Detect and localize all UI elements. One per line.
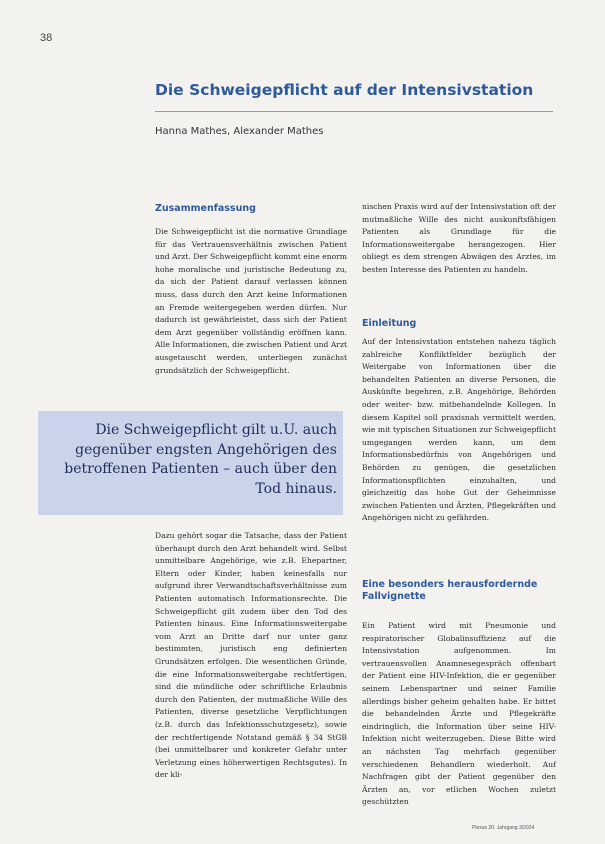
einleitung-paragraph: Auf der Intensivstation entstehen nahezu täglich zahlreiche Konfliktfelder bezüglich der Weitergabe von Informationen über die behandelten Patienten an diverse Personen, die Auskünfte begehren, z.B. Angehörige, Behörden oder weiter- bzw. mitbehandelnde Kollegen. In diesem Kapitel soll praxisnah vermittelt werden, wie mit typischen Situationen zur Schweigepflicht umgegangen werden kann, um dem Informationsbedürfnis von Angehörigen und Behörden zu genügen, die gesetzlichen Informationspflichten einzuhalten, und gleichzeitig das hohe Gut der Geheimnisse zwischen Patienten und Ärzten, Pflegekräften und Angehörigen nicht zu gefährden.: [362, 337, 556, 523]
right-column-top: [362, 201, 556, 277]
pull-quote: Die Schweigepflicht gilt u.U. auch gegenüber engsten Angehörigen des betroffenen Patienten – auch über den Tod hinaus.: [64, 422, 337, 497]
fallvignette-paragraph: Ein Patient wird mit Pneumonie und respiratorischer Globalinsuffizienz auf die Intensivstation aufgenommen. Im vertrauensvollen Anamnesegespräch offenbart der Patient eine HIV-Infektion, die er gegenüber seinem Lebenspartner und seiner Familie allerdings bisher geheim gehalten habe. Er bittet die behandelnden Ärzte und Pflegekräfte eindringlich, die Information über seine HIV-Infektion nicht weiterzugeben. Diese Bitte wird an nächsten Tag mehrfach gegenüber verschiedenen Behandlern wiederholt. Auf Nachfragen gibt der Patient gegenüber den Ärzten an, vor etlichen Wochen zuletzt geschützten: [362, 621, 556, 807]
einleitung-text: [362, 336, 556, 525]
zusammenfassung-text: [155, 226, 347, 377]
authors: Hanna Mathes, Alexander Mathes: [155, 126, 324, 137]
page-number: 38: [40, 32, 53, 44]
pull-quote-box: [38, 411, 343, 515]
zusammenfassung-continued: [155, 530, 347, 782]
heading-zusammenfassung: Zusammenfassung: [155, 203, 256, 214]
title-divider: [155, 111, 553, 112]
heading-fallvignette: Eine besonders herausfordernde Fallvignette: [362, 579, 538, 602]
heading-einleitung: Einleitung: [362, 318, 417, 329]
footer-journal: Plexus 20. Jahrgang 3/2024: [472, 825, 535, 831]
fallvignette-text: [362, 620, 556, 809]
article-title: Die Schweigepflicht auf der Intensivstation: [155, 81, 534, 99]
right-column-paragraph: nischen Praxis wird auf der Intensivstation oft der mutmaßliche Wille des nicht auskunftsfähigen Patienten als Grundlage für die Informationsweitergabe herangezogen. Hier obliegt es dem strengen Abwägen des Arztes, im besten Interesse des Patienten zu handeln.: [362, 202, 556, 274]
zusammenfassung-paragraph: Die Schweigepflicht ist die normative Grundlage für das Vertrauensverhältnis zwischen Patient und Arzt. Der Schweigepflicht kommt eine enorm hohe moralische und juristische Bedeutung zu, da sich der Patient darauf verlassen können muss, dass durch den Arzt keine Informationen an Fremde weitergegeben werden dürfen. Nur dadurch ist gewährleistet, dass sich der Patient dem Arzt gegenüber vollständig eröffnen kann. Alle Informationen, die zwischen Patient und Arzt ausgetauscht werden, unterliegen zunächst grundsätzlich der Schweigepflicht.: [155, 227, 347, 375]
zusammenfassung-paragraph-continued: Dazu gehört sogar die Tatsache, dass der Patient überhaupt durch den Arzt behandelt wird. Selbst unmittelbare Angehörige, wie z.B. Ehepartner, Eltern oder Kinder, haben keinesfalls nur aufgrund ihrer Verwandtschaftsverhältnisse zum Patienten automatisch Informationsrechte. Die Schweigepflicht gilt zudem über den Tod des Patienten hinaus. Eine Informationsweitergabe vom Arzt an Dritte darf nur unter ganz bestimmten, juristisch eng definierten Grundsätzen erfolgen. Die wesentlichen Gründe, die eine Informationsweitergabe rechtfertigen, sind die mündliche oder schriftliche Erlaubnis durch den Patienten, der mutmaßliche Wille des Patienten, diverse gesetzliche Verpflichtungen (z.B. durch das Infektionsschutzgesetz), sowie der rechtfertigende Notstand gemäß § 34 StGB (bei unmittelbarer und konkreter Gefahr unter Verletzung eines höherwertigen Rechtsgutes). In der kli-: [155, 531, 347, 780]
